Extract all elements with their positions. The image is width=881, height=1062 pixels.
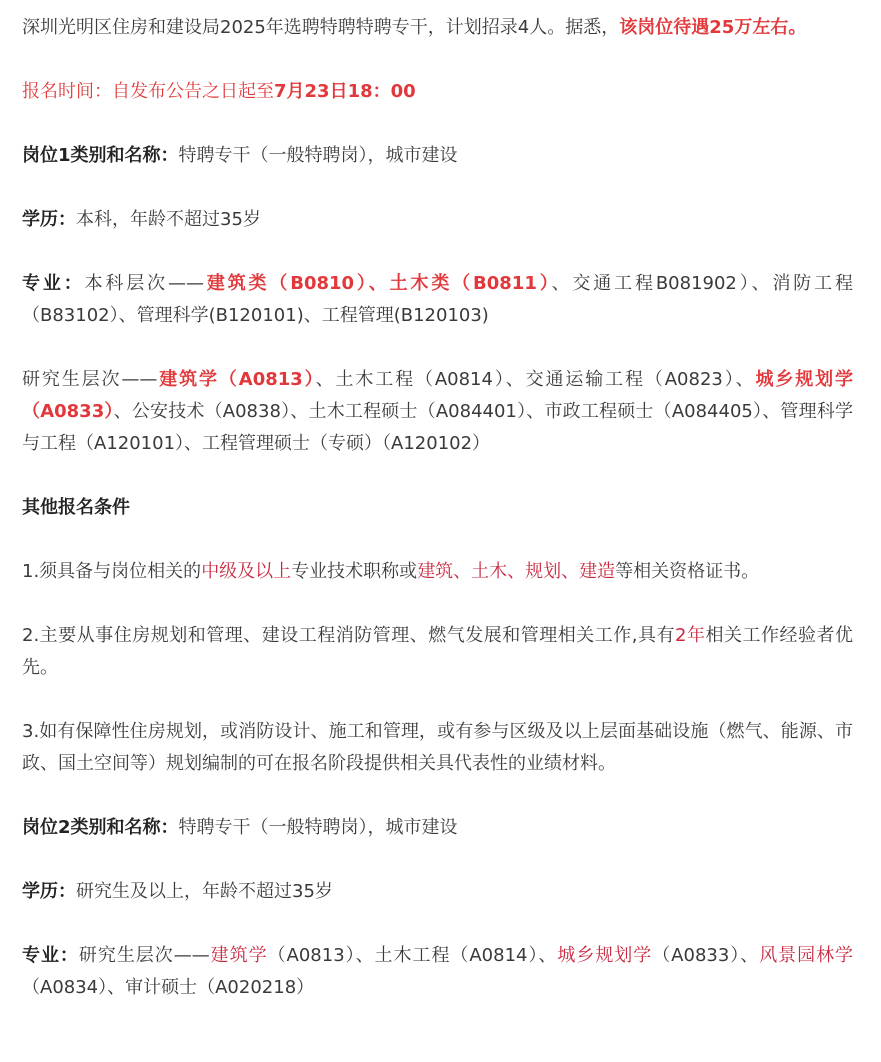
registration-paragraph — [22, 76, 853, 108]
post2-major-prefix: 研究生层次—— — [78, 945, 210, 966]
condition-2-highlight-years: 2年 — [675, 625, 706, 646]
post2-major — [22, 940, 853, 1004]
condition-2-text-a: 2.主要从事住房规划和管理、建设工程消防管理、燃气发展和管理相关工作,具有 — [22, 625, 676, 646]
post2-major-label: 专业： — [22, 945, 79, 966]
post2-category — [22, 812, 853, 844]
post2-category-value: 特聘专干（一般特聘岗），城市建设 — [178, 817, 458, 838]
condition-2-text-b: 相关工作经验者优先。 — [22, 625, 854, 678]
post1-grad-prefix: 研究生层次—— — [22, 369, 158, 390]
condition-1-highlight-cert: 建筑、土木、规划、建造 — [417, 561, 616, 582]
post1-education-label: 学历： — [22, 209, 76, 230]
post1-major — [22, 268, 853, 332]
registration-deadline: 7月23日18：00 — [274, 81, 416, 102]
post1-grad-highlight1: 建筑学（A0813） — [157, 369, 316, 390]
post1-category-value: 特聘专干（一般特聘岗），城市建设 — [178, 145, 458, 166]
post2-major-t3: （A0834）、审计硕士（A020218） — [22, 977, 315, 998]
post2-major-h2: 城乡规划学 — [557, 945, 653, 966]
condition-3-text: 3.如有保障性住房规划，或消防设计、施工和管理，或有参与区级及以上层面基础设施（燃气、能源、市政、国土空间等）规划编制的可在报名阶段提供相关具代表性的业绩材料。 — [22, 721, 853, 774]
intro-paragraph — [22, 12, 853, 44]
condition-1-text-a: 1.须具备与岗位相关的 — [22, 561, 202, 582]
registration-label: 报名时间：自发布公告之日起至 — [22, 81, 274, 102]
salary-highlight: 该岗位待遇25万左右。 — [619, 17, 807, 38]
post1-major-rest: 、交通工程B081902）、消防工程（B83102）、管理科学(B120101)、工程管理(B120103) — [22, 273, 854, 326]
post2-education-label: 学历： — [22, 881, 76, 902]
post1-grad-mid: 、土木工程（A0814）、交通运输工程（A0823）、 — [315, 369, 756, 390]
post1-major-prefix: 本科层次—— — [84, 273, 204, 294]
condition-item-1 — [22, 556, 853, 588]
post2-education — [22, 876, 853, 908]
post1-major-highlight: 建筑类（B0810）、土木类（B0811） — [203, 273, 552, 294]
post2-major-t2: （A0833）、 — [652, 945, 760, 966]
condition-item-2 — [22, 620, 853, 684]
condition-1-text-c: 等相关资格证书。 — [615, 561, 760, 582]
post1-grad-major — [22, 364, 853, 460]
condition-1-highlight-title: 中级及以上 — [201, 561, 292, 582]
post1-grad-highlight2: 城乡规划学（A0833） — [22, 369, 853, 422]
intro-text: 深圳光明区住房和建设局2025年选聘特聘特聘专干，计划招录4人。据悉， — [22, 17, 620, 38]
other-conditions-title: 其他报名条件 — [22, 497, 130, 518]
condition-1-text-b: 专业技术职称或 — [291, 561, 418, 582]
post2-major-h3: 风景园林学 — [759, 945, 854, 966]
post2-major-h1: 建筑学 — [209, 945, 268, 966]
post1-category — [22, 140, 853, 172]
post2-education-value: 研究生及以上，年龄不超过35岁 — [76, 881, 333, 902]
post2-category-label: 岗位2类别和名称： — [22, 817, 179, 838]
post1-education-value: 本科，年龄不超过35岁 — [76, 209, 261, 230]
post2-major-t1: （A0813）、土木工程（A0814）、 — [267, 945, 558, 966]
post1-grad-rest: 、公安技术（A0838）、土木工程硕士（A084401）、市政工程硕士（A084405）、管理科学与工程（A120101）、工程管理硕士（专硕）（A120102） — [22, 401, 854, 454]
post1-category-label: 岗位1类别和名称： — [22, 145, 179, 166]
other-conditions-heading — [22, 492, 853, 524]
condition-item-3 — [22, 716, 853, 780]
post1-education — [22, 204, 853, 236]
post1-major-label: 专业： — [22, 273, 85, 294]
